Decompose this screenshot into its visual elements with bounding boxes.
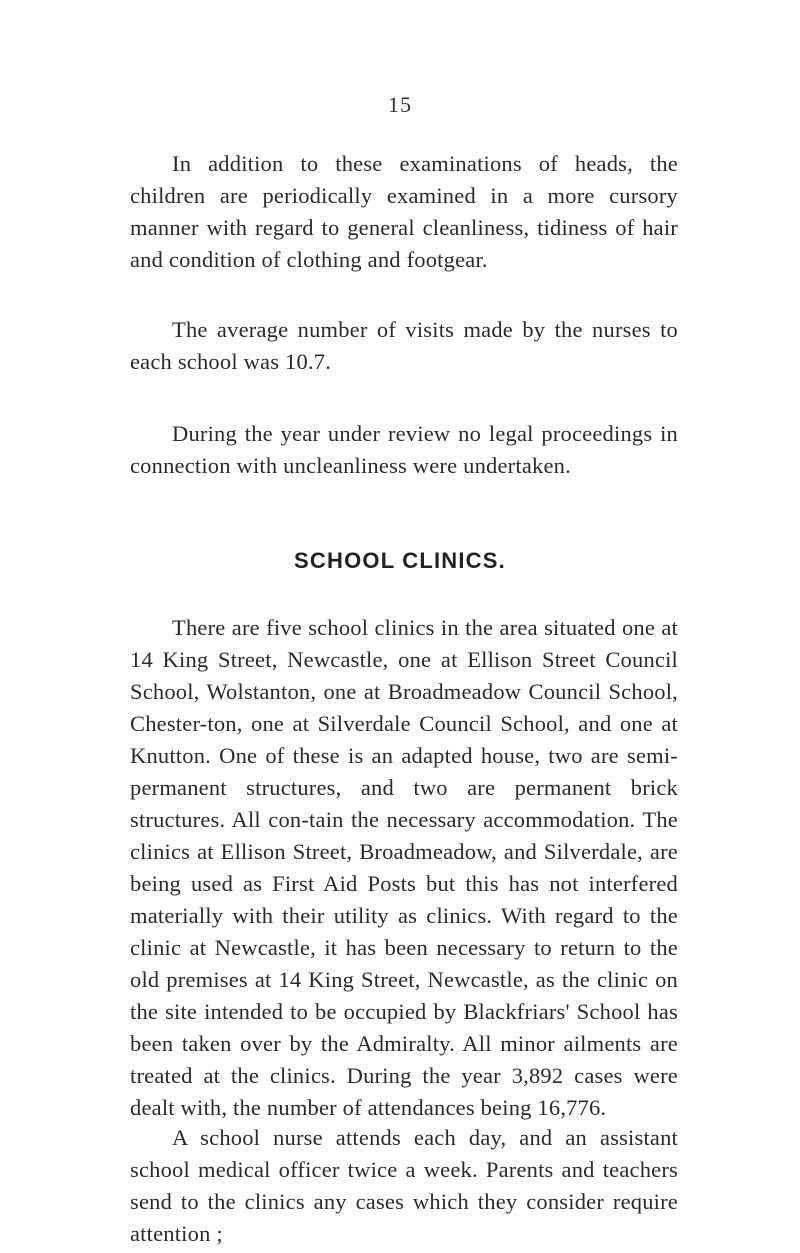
page-number: 15: [388, 92, 412, 117]
paragraph-head-examinations: In addition to these examinations of heads, the children are periodically examined in a more cursory manner with regard to general cleanliness, tidiness of hair and condition of clothing and footgear.: [130, 151, 678, 272]
paragraph-average-visits: The average number of visits made by the nurses to each school was 10.7.: [130, 317, 678, 374]
paragraph-school-nurse: A school nurse attends each day, and an assistant school medical officer twice a week. Parents and teachers send to the clinics any cases which they consider require attention ;: [130, 1125, 678, 1246]
paragraph-school-clinics: There are five school clinics in the area situated one at 14 King Street, Newcastle, one at Ellison Street Council School, Wolstanton, one at Broadmeadow Council School, Chester-ton, one at Silverdale Council School, and one at Knutton. One of these is an adapted house, two are semi-permanent structures, and two are permanent brick structures. All con-tain the necessary accommodation. The clinics at Ellison Street, Broadmeadow, and Silverdale, are being used as First Aid Posts but this has not interfered materially with their utility as clinics. With regard to the clinic at Newcastle, it has been necessary to return to the old premises at 14 King Street, Newcastle, as the clinic on the site intended to be occupied by Blackfriars' School has been taken over by the Admiralty. All minor ailments are treated at the clinics. During the year 3,892 cases were dealt with, the number of attendances being 16,776.: [130, 615, 678, 1120]
paragraph-legal-proceedings: During the year under review no legal proceedings in connection with uncleanliness were undertaken.: [130, 421, 678, 478]
section-heading: SCHOOL CLINICS.: [294, 548, 506, 573]
